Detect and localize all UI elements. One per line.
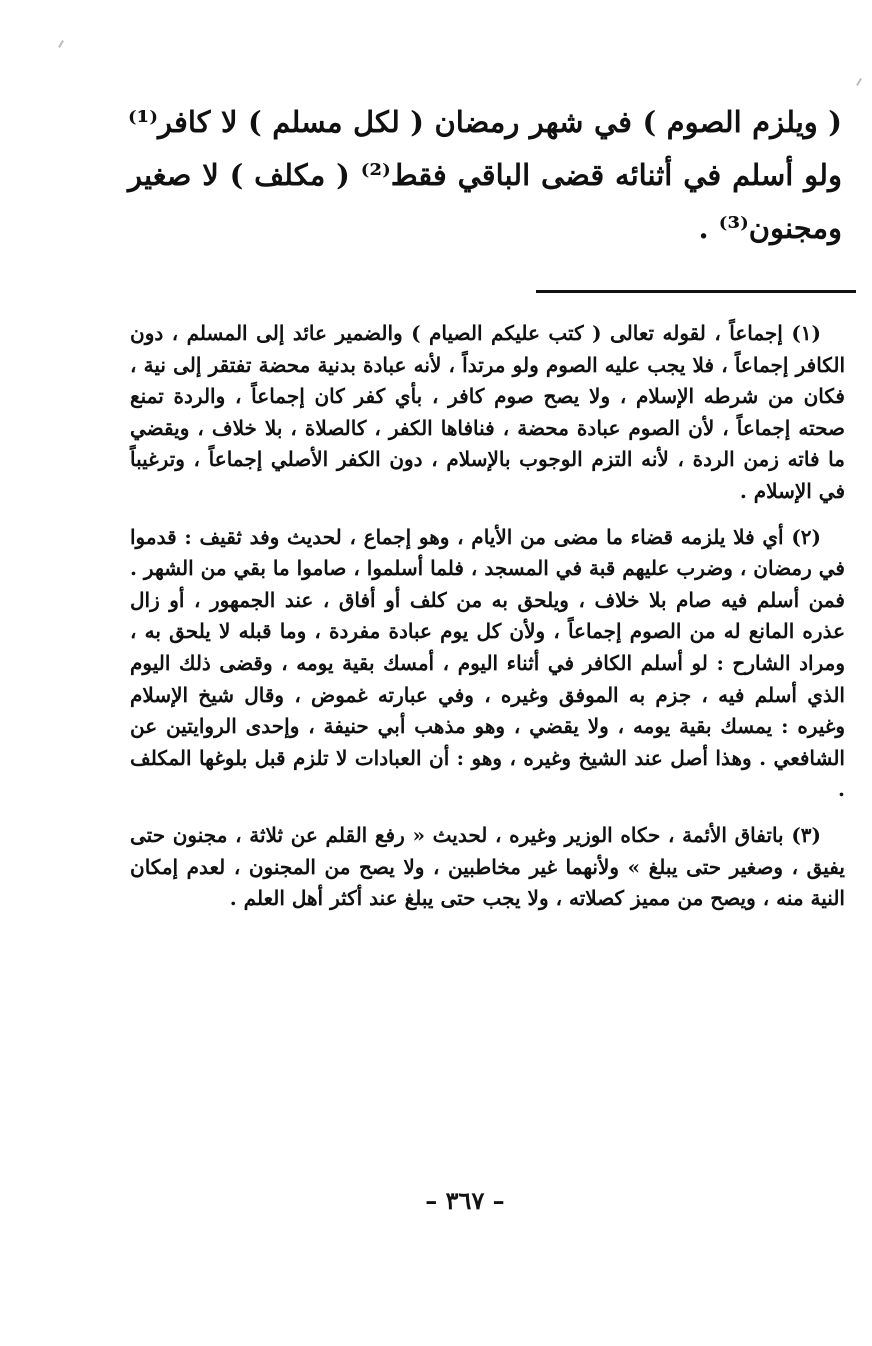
main-paragraph: ( ويلزم الصوم ) في شهر رمضان ( لكل مسلم ) لا كافر⁽¹⁾ ولو أسلم في أثنائه قضى الباقي فقط⁽²⁾ ( مكلف ) لا صغير ومجنون⁽³⁾ . bbox=[128, 105, 843, 245]
page-number: – ٣٦٧ – bbox=[425, 1186, 505, 1215]
main-text bbox=[128, 96, 842, 255]
footnote-number: (٢) bbox=[791, 524, 821, 549]
scan-speck bbox=[856, 78, 862, 86]
footnote-3 bbox=[130, 820, 845, 915]
footnote-text: إجماعاً ، لقوله تعالى ( كتب عليكم الصيام ) والضمير عائد إلى المسلم ، دون الكافر إجماعاً ، فلا يجب عليه الصوم ولو مرتداً ، لأنه عبادة بدنية محضة تفتقر إلى نية ، فكان من شرطه الإسلام ، ولا يصح صوم كافر ، بأي كفر كان إجماعاً ، والردة تمنع صحته إجماعاً ، لأن الصوم عبادة محضة ، فنافاها الكفر ، كالصلاة ، بلا خلاف ، ويقضي ما فاته زمن الردة ، لأنه التزم الوجوب بالإسلام ، دون الكفر الأصلي إجماعاً ، وترغيباً في الإسلام . bbox=[130, 321, 845, 503]
footnotes-section bbox=[130, 318, 845, 929]
footnote-2 bbox=[130, 522, 845, 806]
footnote-number: (٣) bbox=[791, 822, 821, 847]
footnote-text: أي فلا يلزمه قضاء ما مضى من الأيام ، وهو إجماع ، لحديث وفد ثقيف : قدموا في رمضان ، وضرب عليهم قبة في المسجد ، فلما أسلموا ، صاموا ما بقي من الشهر . فمن أسلم فيه صام بلا خلاف ، ويلحق به من كلف أو أفاق ، عند الجمهور ، أو زال عذره المانع له من الصوم إجماعاً ، ولأن كل يوم عبادة مفردة ، وما قبله لا يلحق به ، ومراد الشارح : لو أسلم الكافر في أثناء اليوم ، أمسك بقية يومه ، وقضى ذلك اليوم الذي أسلم فيه ، جزم به الموفق وغيره ، وفي عبارته غموض ، وقال شيخ الإسلام وغيره : يمسك بقية يومه ، ولا يقضي ، وهو مذهب أبي حنيفة ، وإحدى الروايتين عن الشافعي . وهذا أصل عند الشيخ وغيره ، وهو : أن العبادات لا تلزم قبل بلوغها المكلف . bbox=[130, 524, 845, 802]
footnote-divider bbox=[536, 290, 856, 293]
footnote-text: باتفاق الأئمة ، حكاه الوزير وغيره ، لحديث « رفع القلم عن ثلاثة ، مجنون حتى يفيق ، وصغير حتى يبلغ » ولأنهما غير مخاطبين ، ولا يصح من المجنون ، لعدم إمكان النية منه ، ويصح من مميز كصلاته ، ولا يجب حتى يبلغ عند أكثر أهل العلم . bbox=[130, 822, 845, 911]
footnote-number: (١) bbox=[791, 321, 822, 345]
footnote-1 bbox=[130, 318, 845, 508]
scan-speck bbox=[58, 40, 64, 48]
